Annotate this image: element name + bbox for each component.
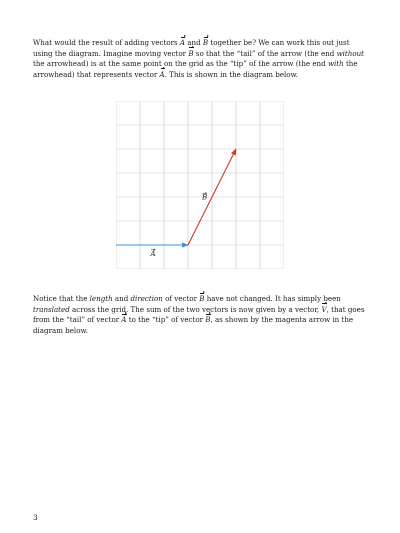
text-run: have not changed. It has simply been [204, 294, 341, 303]
emphasis-text: translated [33, 304, 70, 314]
vector-b-symbol: B [199, 294, 205, 303]
svg-text:A: A [150, 250, 156, 258]
vector-grid-diagram [116, 101, 284, 269]
text-run: What would the result of adding vectors [33, 38, 180, 47]
vector-a-label [150, 249, 156, 258]
text-run: , that goes from the “tail” of vector [33, 304, 365, 325]
intro-paragraph [33, 38, 371, 80]
grid-lines [116, 101, 284, 269]
emphasis-text: direction [130, 294, 163, 303]
emphasis-text: without [336, 48, 365, 58]
vector-a-symbol: A [159, 69, 165, 79]
emphasis-text: with [327, 59, 344, 69]
vector-b-symbol: B [188, 48, 194, 58]
emphasis-text: length [89, 294, 113, 303]
text-run: of vector [162, 294, 200, 303]
text-run: Notice that the [33, 294, 90, 303]
page-number: 3 [33, 513, 38, 522]
vector-v-symbol: V [321, 304, 327, 314]
text-run: to the “tip” of vector [126, 315, 206, 325]
text-run: across the grid. The sum of the two vectors is now given by a vector, [69, 304, 322, 314]
text-run: . This is shown in the diagram below. [164, 69, 299, 79]
text-run: and [185, 38, 203, 47]
vector-a-symbol: A [121, 315, 127, 325]
translation-paragraph [33, 294, 371, 336]
text-run: so that the “tail” of the arrow (the end [193, 48, 337, 58]
text-run: together be? We can work this out just using the diagram. Imagine moving vector [33, 38, 350, 58]
vector-b-symbol: B [202, 38, 209, 47]
svg-text:B: B [202, 193, 208, 202]
text-run: and [112, 294, 131, 303]
text-run: the arrowhead) is at the same point on the grid as the “tip” of the arrow (the end [33, 59, 328, 69]
text-run: the arrowhead) that represents vector [33, 59, 358, 79]
text-run: , as shown by the magenta arrow in the diagram below. [33, 315, 354, 335]
vector-b-label [201, 192, 207, 201]
vector-a-symbol: A [179, 38, 186, 47]
vector-b-symbol: B [205, 315, 211, 325]
